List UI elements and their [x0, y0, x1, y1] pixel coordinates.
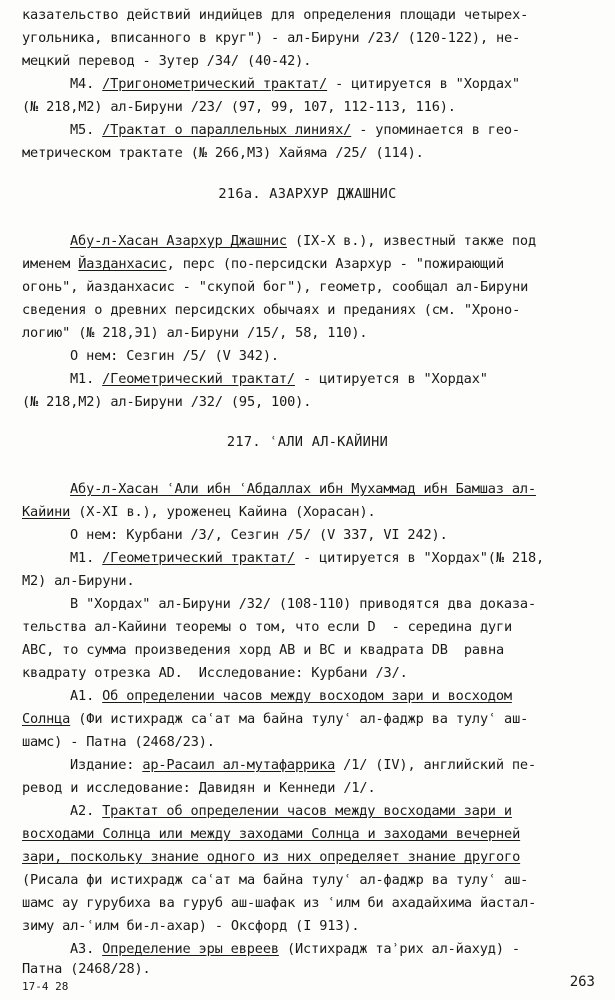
text-line: тельства ал-Кайини теоремы о том, что если D - середина дуги: [22, 619, 513, 635]
text-line: [70, 121, 520, 139]
item-number: М1.: [70, 550, 103, 566]
work-title: Об определении часов между восходом зари и восходом: [102, 688, 512, 704]
work-title: Солнца: [22, 711, 71, 727]
item-number: А1.: [70, 688, 103, 704]
item-number: А2.: [70, 803, 103, 819]
text-run: - упоминается в гео-: [351, 122, 520, 138]
text-line: Патна (2468/28).: [22, 961, 151, 977]
text-line: [70, 480, 536, 498]
text-line: [70, 232, 536, 250]
author-name: Абу-л-Хасан ʿАли ибн ʿАбдаллах ибн Мухаммад ибн Бамшаз ал-: [70, 481, 536, 497]
text-line: зиму ал-ʿилм би-л-ахар) - Оксфорд (I 913).: [22, 918, 360, 934]
text-line: [70, 370, 488, 388]
section-heading: 217. ʿАЛИ АЛ-КАЙИНИ: [226, 434, 389, 450]
text-run: - цитируется в "Хордах": [327, 76, 520, 92]
text-line: казательство действий индийцев для определения площади четырех-: [22, 7, 529, 23]
text-run: - цитируется в "Хордах"(№ 218,: [294, 550, 545, 566]
text-line: [70, 549, 544, 567]
text-run: (Истихрадж таʾрих ал-йахуд) -: [278, 941, 520, 957]
text-line: мецкий перевод - Зутер /34/ (40-42).: [22, 53, 312, 69]
author-name: Кайини: [22, 504, 71, 520]
text-run: , перс (по-персидски Азархур - "пожирающий: [166, 256, 505, 272]
text-run: (IX-X в.), известный также под: [286, 233, 536, 249]
text-line: [70, 687, 512, 705]
work-title: зари, поскольку знание одного из них определяет знание другого: [22, 849, 521, 865]
text-line: шамс ау гурубиха ва гуруб аш-шафак из ʿилм би ахадайхима йастал-: [22, 895, 537, 911]
work-title: восходами Солнца или между заходами Солнца и заходами вечерней: [22, 826, 521, 842]
item-number: А3.: [70, 941, 103, 957]
printer-signature: 17-4 28: [22, 980, 69, 993]
text-run: (X-XI в.), уроженец Кайина (Хорасан).: [70, 504, 376, 520]
work-title: /Геометрический трактат/: [102, 550, 295, 566]
work-title: /Тригонометрический трактат/: [102, 76, 328, 92]
text-line: [22, 255, 504, 273]
work-title: Определение эры евреев: [102, 941, 279, 957]
text-run: - цитируется в "Хордах": [294, 371, 488, 387]
text-line: [70, 940, 520, 958]
text-line: (Рисала фи истихрадж саʿат ма байна тулуʿ ал-фаджр ва тулуʿ аш-: [22, 872, 529, 888]
item-number: М1.: [70, 371, 103, 387]
text-line: О нем: Курбани /3/, Сезгин /5/ (V 337, VI 242).: [70, 527, 448, 543]
text-line: М2) ал-Бируни.: [22, 573, 135, 589]
text-run: (Фи истихрадж саʿат ма байна тулуʿ ал-фаджр ва тулуʿ аш-: [70, 711, 529, 727]
text-line: ревод и исследование: Давидян и Кеннеди /1/.: [22, 780, 376, 796]
page-number: 263: [569, 974, 595, 990]
work-title: Трактат об определении часов между восходами зари и: [102, 803, 512, 819]
text-run: Издание:: [70, 757, 143, 773]
text-line: огонь", йазданхасис - "скупой бог"), геометр, сообщал ал-Бируни: [22, 279, 529, 295]
item-number: М5.: [70, 122, 103, 138]
section-heading: 216а. АЗАРХУР ДЖАШНИС: [218, 186, 397, 202]
text-line: [22, 825, 520, 843]
text-line: [22, 848, 520, 866]
author-alias: Йазданхасис: [78, 256, 167, 272]
text-line: [70, 802, 512, 820]
text-line: [22, 710, 528, 728]
work-title: /Трактат о параллельных линиях/: [102, 122, 352, 138]
text-line: (№ 218,М2) ал-Бируни /32/ (95, 100).: [22, 394, 312, 410]
text-line: [22, 503, 376, 521]
text-run: /1/ (IV), английский пе-: [335, 757, 536, 773]
work-title: /Геометрический трактат/: [102, 371, 295, 387]
text-line: метрическом трактате (№ 266,М3) Хайяма /25/ (114).: [22, 145, 424, 161]
item-number: М4.: [70, 76, 103, 92]
text-line: сведения о древних персидских обычаях и преданиях (см. "Хроно-: [22, 302, 521, 318]
text-line: В "Хордах" ал-Бируни /32/ (108-110) приводятся два доказа-: [70, 596, 536, 612]
text-run: именем: [22, 256, 79, 272]
text-line: угольника, вписанного в круг") - ал-Бируни /23/ (120-122), не-: [22, 30, 521, 46]
edition-title: ар-Расаил ал-мутафаррика: [142, 757, 336, 773]
text-line: АВС, то сумма произведения хорд АВ и ВС и квадрата DB равна: [22, 642, 505, 658]
text-line: логию" (№ 218,Э1) ал-Бируни /15/, 58, 110).: [22, 325, 368, 341]
text-line: [70, 75, 520, 93]
text-line: квадрату отрезка AD. Исследование: Курбани /3/.: [22, 665, 408, 681]
text-line: шамс) - Патна (2468/23).: [22, 734, 215, 750]
author-name: Абу-л-Хасан Азархур Джашнис: [70, 233, 287, 249]
text-line: О нем: Сезгин /5/ (V 342).: [70, 348, 279, 364]
text-line: (№ 218,М2) ал-Бируни /23/ (97, 99, 107, 112-113, 116).: [22, 99, 456, 115]
text-line: [70, 756, 536, 774]
